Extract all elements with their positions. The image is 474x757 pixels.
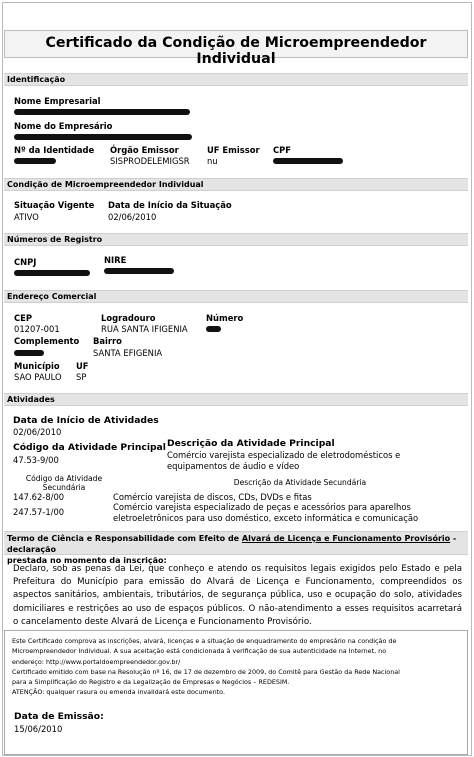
orgao-emissor-label: Órgão Emissor [110,145,179,155]
cep-label: CEP [14,313,33,323]
bairro-label: Bairro [93,336,122,346]
uf-emissor-value: nu [207,156,218,166]
termo-heading-line2: prestada no momento da inscrição: [7,556,167,565]
redaction-mark [206,326,221,332]
secundaria-codigo: 247.57-1/00 [13,507,65,517]
redaction-mark [14,109,190,115]
redaction-mark [14,350,44,356]
termo-text: Declaro, sob as penas da Lei, que conheço e atendo os requisitos legais exigidos pelo Estado e pela Prefeitura do Município para emissão do Alvará de Licença e Funcionamento, compreendidos os aspectos sanitários, ambientais, tributários, de segurança pública, uso e ocupação do solo, atividades domiciliares e restrições ao uso de espaços públicos. O não-atendimento a esses requisitos acarretará o cancelamento deste Alvará de Licença e Funcionamento Provisório. [13,564,462,627]
codigo-secundaria-header-line1: Código da Atividade [25,474,103,483]
uf-value: SP [76,372,87,382]
section-identificacao: Identificação [4,73,468,86]
descricao-principal-line1: Comércio varejista especializado de eletrodomésticos e [167,450,401,460]
complemento-label: Complemento [14,336,80,346]
orgao-emissor-value: SISPRODELEMIGSR [110,156,190,166]
situacao-label: Situação Vigente [14,200,95,210]
situacao-value: ATIVO [14,212,39,222]
emissao-label: Data de Emissão: [14,711,104,722]
logradouro-value: RUA SANTA IFIGENIA [101,324,188,334]
footer-line: ATENÇÃO: qualquer rasura ou emenda invalidará este documento. [12,688,225,697]
logradouro-label: Logradouro [101,313,156,323]
secundaria-descricao-line2: eletroeletrônicos para uso doméstico, exceto informática e comunicação [113,513,419,523]
numero-label: Número [206,313,244,323]
redaction-mark [14,270,90,276]
section-atividades: Atividades [4,393,468,406]
nire-label: NIRE [104,255,127,265]
data-inicio-situacao-label: Data de Início da Situação [108,200,232,210]
uf-label: UF [76,361,89,371]
bairro-value: SANTA EFIGENIA [93,348,163,358]
codigo-secundaria-header-line2: Secundária [42,483,86,492]
termo-heading-part1: Termo de Ciência e Responsabilidade com Efeito de [7,534,242,543]
redaction-mark [104,268,174,274]
secundaria-codigo: 147.62-8/00 [13,492,65,502]
section-endereco: Endereço Comercial [4,290,468,303]
codigo-principal-value: 47.53-9/00 [13,455,59,465]
footer-line: Este Certificado comprova as inscrições, alvará, licenças e a situação de enquadramento do empresário na condição de [12,637,397,645]
descricao-principal-label: Descrição da Atividade Principal [167,438,335,449]
footer-line: Certificado emitido com base na Resolução nº 16, de 17 de dezembro de 2009, do Comitê para Gestão da Rede Nacional [12,667,400,676]
nome-empresario-label: Nome do Empresário [14,121,113,131]
section-condicao: Condição de Microempreendedor Individual [4,178,468,191]
data-inicio-atividades-label: Data de Início de Atividades [13,415,159,426]
descricao-secundaria-header: Descrição da Atividade Secundária [233,478,367,487]
emissao-value: 15/06/2010 [14,724,63,734]
page-title: Certificado da Condição de Microempreendedor Individual [45,35,427,67]
cpf-label: CPF [273,145,292,155]
alvara-link[interactable]: Alvará de Licença e Funcionamento Provisório [241,534,451,543]
redaction-mark [273,158,343,164]
municipio-label: Município [14,361,60,371]
municipio-value: SAO PAULO [14,372,62,382]
cnpj-label: CNPJ [14,257,37,267]
termo-heading-part2: - declaração [7,534,457,554]
descricao-principal-line2: equipamentos de áudio e vídeo [167,461,300,471]
footer-line: endereço: http://www.portaldoempreendedor.gov.br/ [12,657,181,666]
cep-value: 01207-001 [14,324,60,334]
termo-heading [4,531,468,565]
secundaria-descricao: Comércio varejista de discos, CDs, DVDs e fitas [113,492,312,502]
nome-empresarial-label: Nome Empresarial [14,96,101,106]
data-inicio-atividades-value: 02/06/2010 [13,427,62,437]
footer-line: Microempreendedor Individual. A sua aceitação está condicionada à verificação de sua autenticidade na Internet, no [12,647,387,656]
uf-emissor-label: UF Emissor [207,145,260,155]
section-registro: Números de Registro [4,233,468,246]
redaction-mark [14,134,192,140]
codigo-principal-label: Código da Atividade Principal [13,442,166,453]
identidade-label: Nº da Identidade [14,145,95,155]
secundaria-descricao: Comércio varejista especializado de peças e acessórios para aparelhos [113,502,411,512]
redaction-mark [14,158,56,164]
footer-line: para a Simplificação do Registro e da Legalização de Empresas e Negócios – REDESIM. [12,678,290,687]
data-inicio-situacao-value: 02/06/2010 [108,212,157,222]
footer-text [12,636,462,698]
title-box [4,30,468,67]
